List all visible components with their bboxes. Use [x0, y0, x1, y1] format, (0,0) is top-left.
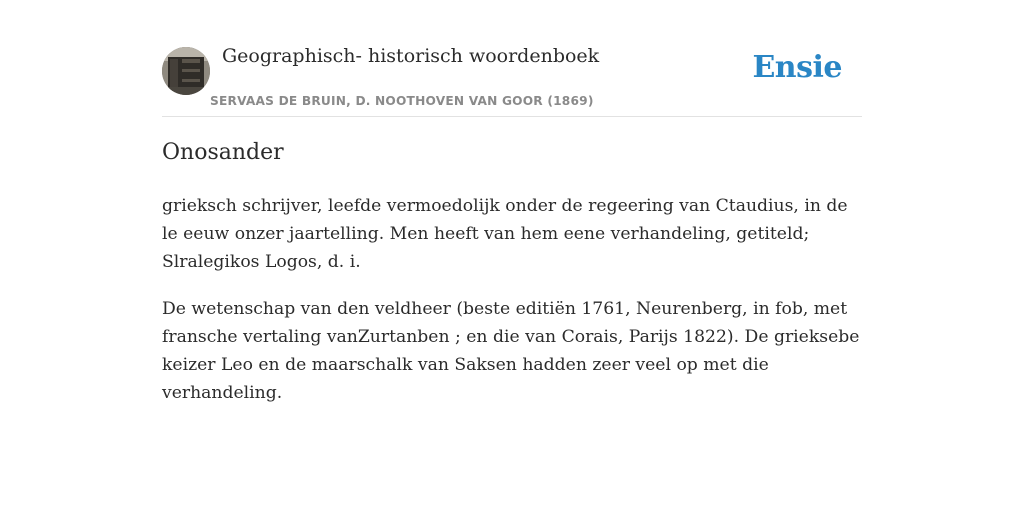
entry-paragraph: De wetenschap van den veldheer (beste editiën 1761, Neurenberg, in fob, met fransche vertaling vanZurtanben ; en die van Corais, Parijs 1822). De grieksebe keizer Leo en de maarschalk van Saksen hadden zeer veel op met die verhandeling. [162, 299, 860, 403]
page [162, 0, 862, 403]
book-cover-thumbnail-icon [162, 47, 210, 95]
entry-title: Onosander [162, 140, 284, 165]
book-title-link[interactable]: Geographisch- historisch woordenboek [222, 45, 600, 67]
book-cover-avatar[interactable] [162, 47, 210, 95]
ensie-logo-link[interactable]: Ensie [752, 50, 842, 85]
book-header [162, 0, 862, 117]
entry-paragraph: grieksch schrijver, leefde vermoedolijk onder de regeering van Ctaudius, in de le eeuw onzer jaartelling. Men heeft van hem eene verhandeling, getiteld; Slralegikos Logos, d. i. [162, 196, 848, 272]
entry-body [162, 192, 862, 426]
book-authors-year: SERVAAS DE BRUIN, D. NOOTHOVEN VAN GOOR (1869) [210, 94, 594, 108]
